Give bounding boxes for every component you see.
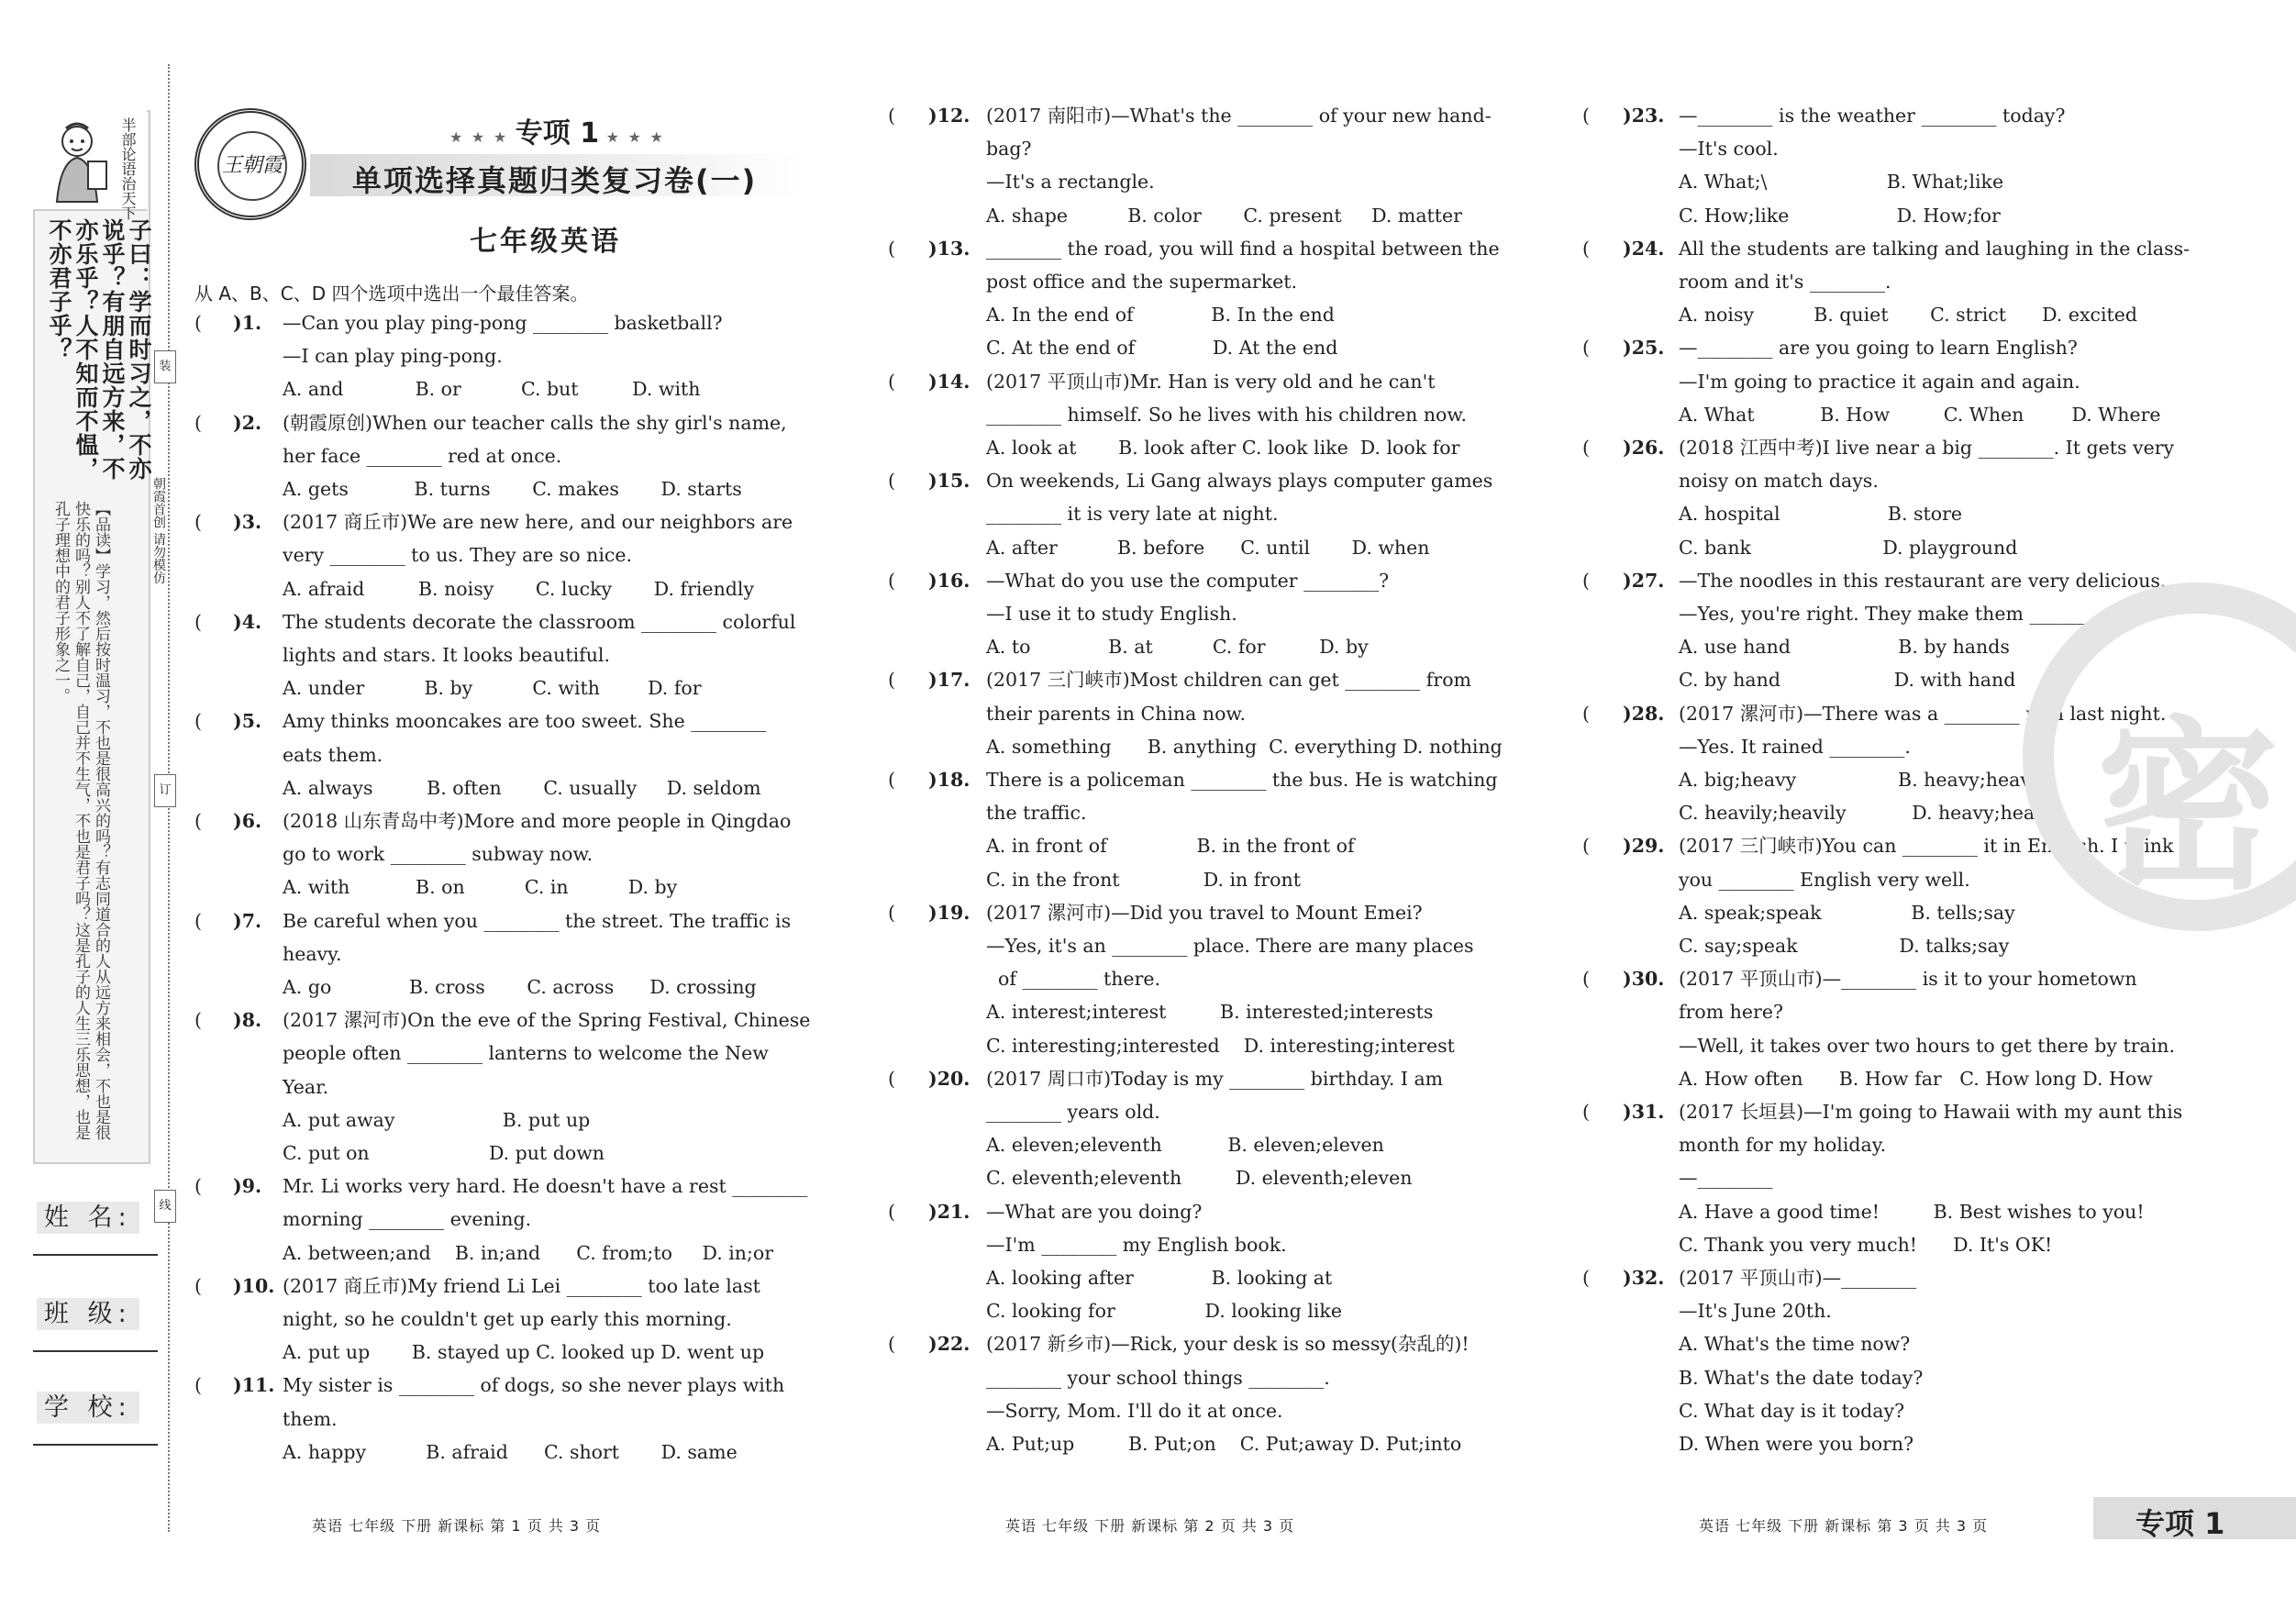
answer-blank[interactable]: ( bbox=[194, 610, 202, 633]
answer-blank[interactable]: ( bbox=[888, 105, 895, 127]
question-number: )18. bbox=[928, 769, 971, 791]
question-number: )22. bbox=[928, 1333, 971, 1356]
answer-blank[interactable]: ( bbox=[194, 710, 202, 733]
question-stem: (2017 平顶山市)—________ is it to your hometown bbox=[1679, 968, 2137, 991]
question-line: —Sorry, Mom. I'll do it at once. bbox=[986, 1399, 1283, 1422]
question-line: —I'm going to practice it again and again. bbox=[1679, 370, 2080, 393]
question-line: A. How often B. How far C. How long D. How bbox=[1679, 1067, 2153, 1090]
question-stem: There is a policeman ________ the bus. He is watching bbox=[986, 769, 1498, 791]
answer-blank[interactable]: ( bbox=[1582, 237, 1590, 260]
question-number: )29. bbox=[1623, 835, 1665, 858]
question-number: )21. bbox=[928, 1200, 971, 1223]
question-line: A. looking after B. looking at bbox=[986, 1267, 1333, 1289]
name-line bbox=[33, 1254, 158, 1256]
answer-blank[interactable]: ( bbox=[888, 569, 895, 592]
question-line: ________ it is very late at night. bbox=[986, 503, 1279, 526]
question-line: A. use hand B. by hands bbox=[1679, 636, 2010, 659]
question-line: noisy on match days. bbox=[1679, 470, 1879, 493]
confucius-quote: 子曰：学而时习之，不亦说乎？有朋自远方来，不亦乐乎？人不知而不愠，不亦君子乎？ bbox=[46, 218, 152, 481]
question-number: )12. bbox=[928, 105, 971, 127]
question-line: ________ years old. bbox=[986, 1101, 1160, 1123]
question-line: B. What's the date today? bbox=[1679, 1366, 1924, 1389]
question-line: A. interest;interest B. interested;interests bbox=[986, 1001, 1434, 1024]
answer-blank[interactable]: ( bbox=[1582, 105, 1590, 127]
question-line: month for my holiday. bbox=[1679, 1134, 1887, 1157]
question-line: C. eleventh;eleventh D. eleventh;eleven bbox=[986, 1167, 1413, 1190]
question-line: —I can play ping-pong. bbox=[283, 345, 503, 368]
question-number: )26. bbox=[1623, 437, 1665, 459]
logo-text: 王朝霞 bbox=[217, 131, 287, 201]
answer-blank[interactable]: ( bbox=[888, 470, 895, 493]
question-line: their parents in China now. bbox=[986, 702, 1247, 725]
class-label: 班 级: bbox=[37, 1298, 139, 1330]
question-line: Year. bbox=[283, 1075, 329, 1098]
binding-mark: 线 bbox=[154, 1190, 176, 1223]
question-stem: On weekends, Li Gang always plays computer games bbox=[986, 470, 1493, 493]
question-line: A. to B. at C. for D. by bbox=[986, 636, 1369, 659]
question-line: —I'm ________ my English book. bbox=[986, 1233, 1287, 1256]
question-number: )4. bbox=[233, 610, 262, 633]
answer-blank[interactable]: ( bbox=[888, 669, 895, 692]
question-line: from here? bbox=[1679, 1001, 1783, 1024]
answer-blank[interactable]: ( bbox=[194, 1274, 202, 1297]
question-line: the traffic. bbox=[986, 802, 1087, 825]
page-footer: 英语 七年级 下册 新课标 第 2 页 共 3 页 bbox=[1005, 1517, 1295, 1535]
question-stem: Mr. Li works very hard. He doesn't have a rest ________ bbox=[283, 1175, 808, 1198]
question-stem: (2017 漯河市)—Did you travel to Mount Emei? bbox=[986, 901, 1423, 924]
page-subtitle: 七年级英语 bbox=[470, 226, 621, 258]
question-stem: (2017 商丘市)We are new here, and our neighbors are bbox=[283, 511, 793, 534]
question-number: )3. bbox=[233, 511, 262, 534]
question-stem: —________ are you going to learn English? bbox=[1679, 337, 2078, 360]
question-line: —I use it to study English. bbox=[986, 603, 1237, 625]
answer-blank[interactable]: ( bbox=[888, 237, 895, 260]
question-number: )23. bbox=[1623, 105, 1665, 127]
question-line: A. something B. anything C. everything D. nothing bbox=[986, 735, 1503, 758]
question-number: )24. bbox=[1623, 237, 1665, 260]
question-stem: (朝霞原创)When our teacher calls the shy girl's name, bbox=[283, 411, 787, 434]
page-footer: 英语 七年级 下册 新课标 第 3 页 共 3 页 bbox=[1699, 1517, 1989, 1535]
answer-blank[interactable]: ( bbox=[888, 370, 895, 393]
topic-badge-label: 专项 1 bbox=[2135, 1506, 2225, 1541]
answer-blank[interactable]: ( bbox=[194, 1175, 202, 1198]
question-stem: (2017 漯河市)—There was a ________ rain last night. bbox=[1679, 702, 2167, 725]
question-line: night, so he couldn't get up early this morning. bbox=[283, 1308, 732, 1330]
question-number: )20. bbox=[928, 1067, 971, 1090]
question-line: A. Have a good time! B. Best wishes to you! bbox=[1679, 1200, 2145, 1223]
question-stem: ________ the road, you will find a hospital between the bbox=[986, 237, 1500, 260]
answer-blank[interactable]: ( bbox=[194, 909, 202, 932]
question-line: A. In the end of B. In the end bbox=[986, 304, 1335, 327]
question-stem: —What are you doing? bbox=[986, 1200, 1203, 1223]
question-number: )7. bbox=[233, 909, 262, 932]
question-line: C. looking for D. looking like bbox=[986, 1300, 1342, 1323]
question-line: C. bank D. playground bbox=[1679, 536, 2018, 559]
question-number: )28. bbox=[1623, 702, 1665, 725]
question-line: A. What;\ B. What;like bbox=[1679, 171, 2004, 194]
answer-blank[interactable]: ( bbox=[1582, 337, 1590, 360]
answer-blank[interactable]: ( bbox=[1582, 968, 1590, 991]
question-number: )8. bbox=[233, 1009, 262, 1032]
question-line: A. between;and B. in;and C. from;to D. in;or bbox=[283, 1241, 774, 1264]
question-line: A. always B. often C. usually D. seldom bbox=[283, 776, 761, 799]
question-stem: (2017 新乡市)—Rick, your desk is so messy(杂乱的)! bbox=[986, 1333, 1470, 1356]
sidebar-motto: 半部论语治天下 bbox=[119, 117, 137, 220]
question-line: A. with B. on C. in D. by bbox=[283, 876, 678, 899]
question-line: ________ himself. So he lives with his children now. bbox=[986, 403, 1468, 426]
question-number: )14. bbox=[928, 370, 971, 393]
name-field[interactable] bbox=[37, 1197, 139, 1233]
question-line: A. Put;up B. Put;on C. Put;away D. Put;into bbox=[986, 1433, 1462, 1455]
question-line: heavy. bbox=[283, 942, 342, 965]
school-label: 学 校: bbox=[37, 1392, 139, 1424]
answer-blank[interactable]: ( bbox=[194, 411, 202, 434]
topic-label: 专项 1 bbox=[515, 117, 600, 150]
question-line: morning ________ evening. bbox=[283, 1208, 532, 1231]
question-stem: (2017 南阳市)—What's the ________ of your new hand- bbox=[986, 105, 1492, 127]
answer-blank[interactable]: ( bbox=[1582, 437, 1590, 459]
answer-blank[interactable]: ( bbox=[1582, 569, 1590, 592]
question-line: A. in front of B. in the front of bbox=[986, 835, 1355, 858]
answer-blank[interactable]: ( bbox=[194, 511, 202, 534]
question-number: )17. bbox=[928, 669, 971, 692]
page-footer: 英语 七年级 下册 新课标 第 1 页 共 3 页 bbox=[312, 1517, 602, 1535]
question-line: —Well, it takes over two hours to get there by train. bbox=[1679, 1034, 2176, 1057]
answer-blank[interactable]: ( bbox=[194, 1009, 202, 1032]
question-line: A. happy B. afraid C. short D. same bbox=[283, 1440, 738, 1463]
question-stem: (2017 平顶山市)Mr. Han is very old and he can't bbox=[986, 370, 1436, 393]
commentary-text: 【品读】学习，然后按时温习，不也是很高兴的吗？有志同道合的人从远方来相会，不也是很快乐的吗？别人不了解自己，自己并不生气，不也是君子吗？这是孔子的人生三乐思想，也是孔子理想中的君子形象之一。 bbox=[51, 501, 110, 1140]
question-number: )1. bbox=[233, 312, 262, 334]
answer-blank[interactable]: ( bbox=[888, 1333, 895, 1356]
question-line: C. say;speak D. talks;say bbox=[1679, 935, 2010, 957]
question-line: you ________ English very well. bbox=[1679, 868, 1970, 891]
question-line: ________ your school things ________. bbox=[986, 1366, 1330, 1389]
brand-logo bbox=[194, 108, 306, 220]
answer-blank[interactable]: ( bbox=[888, 901, 895, 924]
question-number: )16. bbox=[928, 569, 971, 592]
binding-mark: 装 bbox=[154, 350, 176, 383]
question-line: go to work ________ subway now. bbox=[283, 843, 593, 866]
name-label: 姓 名: bbox=[37, 1202, 139, 1234]
question-line: C. What day is it today? bbox=[1679, 1399, 1905, 1422]
question-line: people often ________ lanterns to welcome the New bbox=[283, 1042, 769, 1065]
question-line: very ________ to us. They are so nice. bbox=[283, 544, 633, 567]
question-number: )15. bbox=[928, 470, 971, 493]
question-line: C. put on D. put down bbox=[283, 1142, 605, 1164]
answer-blank[interactable]: ( bbox=[194, 810, 202, 832]
question-number: )19. bbox=[928, 901, 971, 924]
question-line: A. eleven;eleventh B. eleven;eleven bbox=[986, 1134, 1384, 1157]
question-stem: (2017 商丘市)My friend Li Lei ________ too late last bbox=[283, 1274, 760, 1297]
question-line: C. At the end of D. At the end bbox=[986, 337, 1338, 360]
question-number: )6. bbox=[233, 810, 262, 832]
question-number: )32. bbox=[1623, 1267, 1665, 1289]
question-number: )9. bbox=[233, 1175, 262, 1198]
question-line: A. look at B. look after C. look like D. look for bbox=[986, 437, 1460, 459]
answer-blank[interactable]: ( bbox=[194, 1374, 202, 1397]
copyright-note: 朝霞首创 请勿模仿 bbox=[151, 477, 166, 584]
question-line: C. How;like D. How;for bbox=[1679, 204, 2001, 227]
question-line: A. go B. cross C. across D. crossing bbox=[283, 976, 757, 998]
question-line: of ________ there. bbox=[986, 968, 1161, 991]
question-number: )2. bbox=[233, 411, 262, 434]
question-number: )30. bbox=[1623, 968, 1665, 991]
page-title: 单项选择真题归类复习卷(一) bbox=[352, 163, 758, 198]
question-line: A. hospital B. store bbox=[1679, 503, 1963, 526]
question-line: —Yes. It rained ________. bbox=[1679, 735, 1911, 758]
instruction-text: 从 A、B、C、D 四个选项中选出一个最佳答案。 bbox=[194, 283, 589, 305]
question-line: C. interesting;interested D. interesting;interest bbox=[986, 1034, 1455, 1057]
question-line: C. by hand D. with hand bbox=[1679, 669, 2016, 692]
question-stem: (2018 江西中考)I live near a big ________. It gets very bbox=[1679, 437, 2175, 459]
question-stem: (2018 山东青岛中考)More and more people in Qingdao bbox=[283, 810, 792, 832]
question-line: —It's cool. bbox=[1679, 138, 1779, 161]
question-line: A. afraid B. noisy C. lucky D. friendly bbox=[283, 577, 755, 600]
question-line: —It's June 20th. bbox=[1679, 1300, 1832, 1323]
question-line: A. What B. How C. When D. Where bbox=[1679, 403, 2161, 426]
question-stem: (2017 长垣县)—I'm going to Hawaii with my aunt this bbox=[1679, 1101, 2183, 1123]
question-line: room and it's ________. bbox=[1679, 271, 1891, 293]
confucius-icon bbox=[40, 119, 119, 204]
question-line: —Yes, it's an ________ place. There are many places bbox=[986, 935, 1474, 957]
question-line: C. heavily;heavily D. heavy;heavy bbox=[1679, 802, 2057, 825]
answer-blank[interactable]: ( bbox=[888, 769, 895, 791]
question-line: A. after B. before C. until D. when bbox=[986, 536, 1430, 559]
question-stem: (2017 三门峡市)Most children can get ________ from bbox=[986, 669, 1471, 692]
question-line: A. big;heavy B. heavy;heavily bbox=[1679, 769, 2054, 791]
question-stem: My sister is ________ of dogs, so she never plays with bbox=[283, 1374, 785, 1397]
question-line: A. What's the time now? bbox=[1679, 1333, 1911, 1356]
question-number: )31. bbox=[1623, 1101, 1665, 1123]
question-line: —Yes, you're right. They make them ________. bbox=[1679, 603, 2111, 625]
binding-mark: 订 bbox=[154, 774, 176, 807]
question-stem: Be careful when you ________ the street. The traffic is bbox=[283, 909, 792, 932]
school-line bbox=[33, 1444, 158, 1446]
question-number: )25. bbox=[1623, 337, 1665, 360]
question-stem: —What do you use the computer ________? bbox=[986, 569, 1390, 592]
question-number: )13. bbox=[928, 237, 971, 260]
question-stem: (2017 漯河市)On the eve of the Spring Festival, Chinese bbox=[283, 1009, 811, 1032]
question-number: )5. bbox=[233, 710, 262, 733]
class-field[interactable] bbox=[37, 1293, 139, 1329]
question-line: A. under B. by C. with D. for bbox=[283, 677, 702, 700]
question-line: A. put away B. put up bbox=[283, 1108, 591, 1131]
question-line: bag? bbox=[986, 138, 1032, 161]
question-line: A. noisy B. quiet C. strict D. excited bbox=[1679, 304, 2138, 327]
answer-blank[interactable]: ( bbox=[888, 1200, 895, 1223]
question-number: )10. bbox=[233, 1274, 275, 1297]
question-line: them. bbox=[283, 1407, 338, 1430]
answer-blank[interactable]: ( bbox=[1582, 1267, 1590, 1289]
question-line: D. When were you born? bbox=[1679, 1433, 1914, 1455]
question-line: A. put up B. stayed up C. looked up D. went up bbox=[283, 1341, 765, 1364]
answer-blank[interactable]: ( bbox=[1582, 702, 1590, 725]
question-number: )27. bbox=[1623, 569, 1665, 592]
question-stem: (2017 周口市)Today is my ________ birthday. I am bbox=[986, 1067, 1444, 1090]
topic-heading: ★ ★ ★ 专项 1 ★ ★ ★ bbox=[449, 117, 665, 150]
question-stem: Amy thinks mooncakes are too sweet. She ________ bbox=[283, 710, 767, 733]
question-line: post office and the supermarket. bbox=[986, 271, 1298, 293]
answer-blank[interactable]: ( bbox=[1582, 835, 1590, 858]
question-stem: The students decorate the classroom ________ colorful bbox=[283, 610, 796, 633]
school-field[interactable] bbox=[37, 1387, 139, 1423]
question-stem: All the students are talking and laughing in the class- bbox=[1679, 237, 2191, 260]
question-line: C. Thank you very much! D. It's OK! bbox=[1679, 1233, 2053, 1256]
question-line: her face ________ red at once. bbox=[283, 444, 562, 467]
question-line: C. in the front D. in front bbox=[986, 868, 1301, 891]
question-line: —________ bbox=[1679, 1167, 1773, 1190]
answer-blank[interactable]: ( bbox=[194, 312, 202, 334]
question-stem: —The noodles in this restaurant are very delicious. bbox=[1679, 569, 2167, 592]
question-line: eats them. bbox=[283, 743, 383, 766]
question-stem: —________ is the weather ________ today? bbox=[1679, 105, 2066, 127]
question-stem: —Can you play ping-pong ________ basketball? bbox=[283, 312, 723, 334]
question-line: —It's a rectangle. bbox=[986, 171, 1155, 194]
question-line: A. gets B. turns C. makes D. starts bbox=[283, 478, 742, 500]
question-line: lights and stars. It looks beautiful. bbox=[283, 644, 610, 666]
class-line bbox=[33, 1350, 158, 1352]
question-number: )11. bbox=[233, 1374, 275, 1397]
question-stem: (2017 平顶山市)—________ bbox=[1679, 1267, 1917, 1289]
question-stem: (2017 三门峡市)You can ________ it in English. I think bbox=[1679, 835, 2174, 858]
question-line: A. and B. or C. but D. with bbox=[283, 378, 701, 401]
question-line: A. speak;speak B. tells;say bbox=[1679, 901, 2015, 924]
question-line: A. shape B. color C. present D. matter bbox=[986, 204, 1462, 227]
answer-blank[interactable]: ( bbox=[1582, 1101, 1590, 1123]
watermark-char: 密 bbox=[2096, 701, 2280, 915]
answer-blank[interactable]: ( bbox=[888, 1067, 895, 1090]
